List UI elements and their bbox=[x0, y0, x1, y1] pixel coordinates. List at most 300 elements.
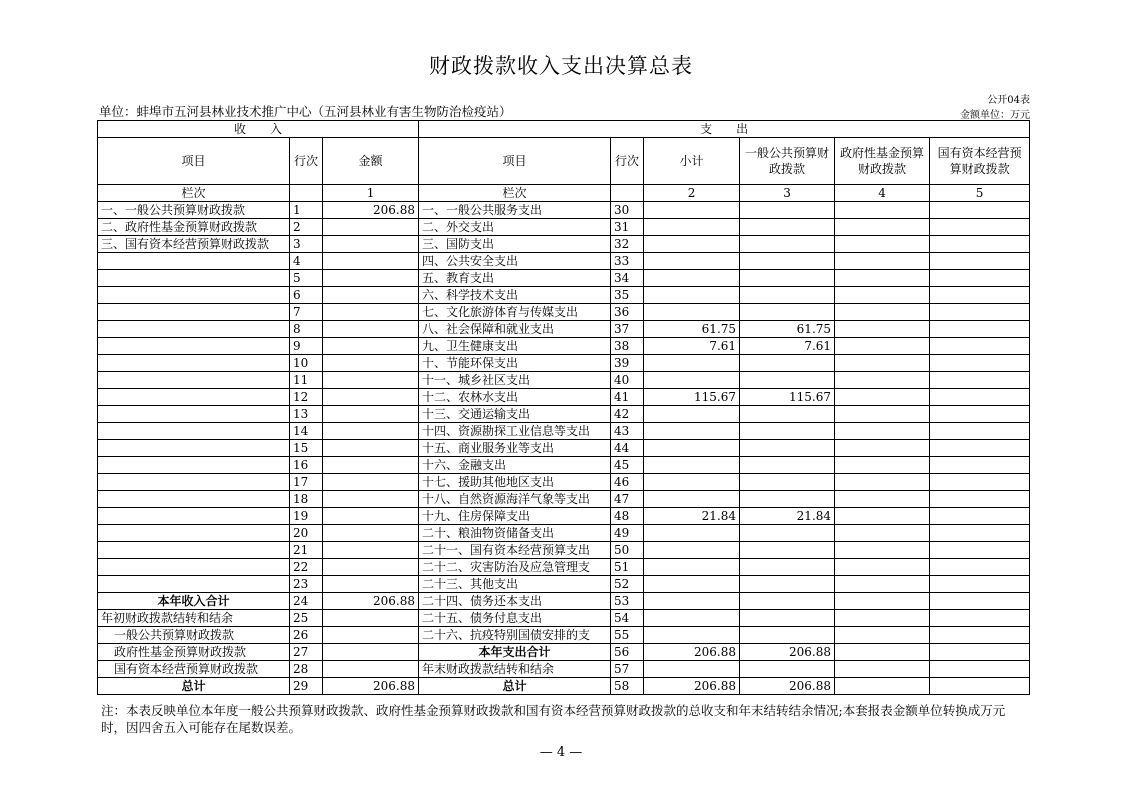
state-capital-cell bbox=[930, 236, 1030, 253]
state-capital-cell bbox=[930, 440, 1030, 457]
income-item-cell bbox=[98, 304, 290, 321]
subtotal-cell: 206.88 bbox=[644, 678, 740, 695]
income-item-cell bbox=[98, 338, 290, 355]
expense-rowno-cell: 40 bbox=[611, 372, 644, 389]
subtotal-cell bbox=[644, 593, 740, 610]
expense-item-cell: 九、卫生健康支出 bbox=[419, 338, 611, 355]
state-capital-cell bbox=[930, 678, 1030, 695]
income-rowno-cell: 10 bbox=[290, 355, 323, 372]
expense-item-cell: 十二、农林水支出 bbox=[419, 389, 611, 406]
col-index-5: 5 bbox=[930, 185, 1030, 202]
fund-budget-cell bbox=[835, 644, 930, 661]
expense-item-cell: 十七、援助其他地区支出 bbox=[419, 474, 611, 491]
income-amount-cell bbox=[323, 610, 419, 627]
general-budget-cell: 206.88 bbox=[740, 644, 835, 661]
expense-item-cell: 年末财政拨款结转和结余 bbox=[419, 661, 611, 678]
expense-rowno-cell: 30 bbox=[611, 202, 644, 219]
income-amount-cell bbox=[323, 644, 419, 661]
income-amount-cell bbox=[323, 627, 419, 644]
general-budget-cell bbox=[740, 610, 835, 627]
table-row bbox=[98, 304, 1030, 321]
expense-item-cell: 总计 bbox=[419, 678, 611, 695]
income-rowno-cell: 4 bbox=[290, 253, 323, 270]
fund-budget-cell bbox=[835, 525, 930, 542]
subtotal-cell bbox=[644, 576, 740, 593]
expense-item-cell: 十六、金融支出 bbox=[419, 457, 611, 474]
general-budget-cell bbox=[740, 661, 835, 678]
general-budget-cell bbox=[740, 440, 835, 457]
expense-rowno-cell: 36 bbox=[611, 304, 644, 321]
expense-item-cell: 十三、交通运输支出 bbox=[419, 406, 611, 423]
col-index-2: 2 bbox=[644, 185, 740, 202]
income-amount-cell bbox=[323, 542, 419, 559]
income-item-cell bbox=[98, 440, 290, 457]
subtotal-cell bbox=[644, 287, 740, 304]
expense-rowno-cell: 51 bbox=[611, 559, 644, 576]
general-budget-cell: 115.67 bbox=[740, 389, 835, 406]
fund-budget-cell bbox=[835, 287, 930, 304]
expense-rowno-cell: 52 bbox=[611, 576, 644, 593]
state-capital-cell bbox=[930, 253, 1030, 270]
table-row bbox=[98, 627, 1030, 644]
state-capital-cell bbox=[930, 304, 1030, 321]
income-item-cell bbox=[98, 474, 290, 491]
income-rowno-cell: 27 bbox=[290, 644, 323, 661]
column-label: 栏次 bbox=[98, 185, 290, 202]
income-rowno-cell: 11 bbox=[290, 372, 323, 389]
table-row bbox=[98, 440, 1030, 457]
income-rowno-cell: 24 bbox=[290, 593, 323, 610]
subtotal-cell bbox=[644, 474, 740, 491]
state-capital-cell bbox=[930, 338, 1030, 355]
general-budget-cell bbox=[740, 253, 835, 270]
expense-rowno-cell: 55 bbox=[611, 627, 644, 644]
general-budget-cell bbox=[740, 474, 835, 491]
expense-rowno-cell: 50 bbox=[611, 542, 644, 559]
income-item-cell bbox=[98, 321, 290, 338]
expense-rowno-cell: 35 bbox=[611, 287, 644, 304]
income-rowno-cell: 13 bbox=[290, 406, 323, 423]
expense-rowno-cell: 48 bbox=[611, 508, 644, 525]
expense-rowno-cell: 54 bbox=[611, 610, 644, 627]
general-budget-cell: 7.61 bbox=[740, 338, 835, 355]
table-row bbox=[98, 457, 1030, 474]
amount-unit: 金额单位：万元 bbox=[960, 110, 1030, 121]
unit-label: 单位：蚌埠市五河县林业技术推广中心（五河县林业有害生物防治检疫站） bbox=[99, 104, 512, 119]
table-row bbox=[98, 355, 1030, 372]
income-item-cell: 国有资本经营预算财政拨款 bbox=[98, 661, 290, 678]
expense-item-cell: 二十、粮油物资储备支出 bbox=[419, 525, 611, 542]
expense-item-cell: 十、节能环保支出 bbox=[419, 355, 611, 372]
income-amount-cell bbox=[323, 423, 419, 440]
fund-budget-cell bbox=[835, 661, 930, 678]
blank-cell bbox=[290, 185, 323, 202]
col-general-header: 一般公共预算财政拨款 bbox=[740, 138, 835, 185]
income-rowno-cell: 15 bbox=[290, 440, 323, 457]
expense-rowno-cell: 38 bbox=[611, 338, 644, 355]
expense-rowno-cell: 58 bbox=[611, 678, 644, 695]
col-item-header: 项目 bbox=[98, 138, 290, 185]
subtotal-cell: 7.61 bbox=[644, 338, 740, 355]
fund-budget-cell bbox=[835, 542, 930, 559]
subtotal-cell bbox=[644, 457, 740, 474]
expense-item-cell: 十八、自然资源海洋气象等支出 bbox=[419, 491, 611, 508]
state-capital-cell bbox=[930, 627, 1030, 644]
fund-budget-cell bbox=[835, 321, 930, 338]
subtotal-cell bbox=[644, 423, 740, 440]
income-amount-cell: 206.88 bbox=[323, 678, 419, 695]
subtotal-cell bbox=[644, 525, 740, 542]
income-item-cell: 三、国有资本经营预算财政拨款 bbox=[98, 236, 290, 253]
state-capital-cell bbox=[930, 219, 1030, 236]
state-capital-cell bbox=[930, 508, 1030, 525]
expense-rowno-cell: 42 bbox=[611, 406, 644, 423]
table-row bbox=[98, 593, 1030, 610]
expense-item-cell: 二十一、国有资本经营预算支出 bbox=[419, 542, 611, 559]
fund-budget-cell bbox=[835, 474, 930, 491]
income-item-cell bbox=[98, 423, 290, 440]
table-row bbox=[98, 253, 1030, 270]
fund-budget-cell bbox=[835, 508, 930, 525]
income-rowno-cell: 23 bbox=[290, 576, 323, 593]
state-capital-cell bbox=[930, 406, 1030, 423]
income-rowno-cell: 20 bbox=[290, 525, 323, 542]
income-rowno-cell: 8 bbox=[290, 321, 323, 338]
expense-item-cell: 二十六、抗疫特别国债安排的支 bbox=[419, 627, 611, 644]
income-amount-cell bbox=[323, 491, 419, 508]
subtotal-cell bbox=[644, 661, 740, 678]
income-item-cell bbox=[98, 389, 290, 406]
fund-budget-cell bbox=[835, 678, 930, 695]
expense-rowno-cell: 39 bbox=[611, 355, 644, 372]
table-row bbox=[98, 423, 1030, 440]
income-item-cell bbox=[98, 542, 290, 559]
table-row bbox=[98, 661, 1030, 678]
general-budget-cell bbox=[740, 219, 835, 236]
income-rowno-cell: 17 bbox=[290, 474, 323, 491]
general-budget-cell bbox=[740, 525, 835, 542]
expense-rowno-cell: 57 bbox=[611, 661, 644, 678]
expense-item-cell: 七、文化旅游体育与传媒支出 bbox=[419, 304, 611, 321]
col-index-3: 3 bbox=[740, 185, 835, 202]
income-item-cell bbox=[98, 559, 290, 576]
table-row bbox=[98, 644, 1030, 661]
blank-cell bbox=[611, 185, 644, 202]
income-rowno-cell: 5 bbox=[290, 270, 323, 287]
fund-budget-cell bbox=[835, 270, 930, 287]
income-rowno-cell: 21 bbox=[290, 542, 323, 559]
income-rowno-cell: 29 bbox=[290, 678, 323, 695]
general-budget-cell bbox=[740, 236, 835, 253]
expense-rowno-cell: 49 bbox=[611, 525, 644, 542]
expense-item-cell: 二十三、其他支出 bbox=[419, 576, 611, 593]
col-fund-header: 政府性基金预算财政拨款 bbox=[835, 138, 930, 185]
income-item-cell: 本年收入合计 bbox=[98, 593, 290, 610]
income-amount-cell bbox=[323, 304, 419, 321]
income-rowno-cell: 16 bbox=[290, 457, 323, 474]
table-row bbox=[98, 372, 1030, 389]
expense-item-cell: 十一、城乡社区支出 bbox=[419, 372, 611, 389]
table-row bbox=[98, 525, 1030, 542]
expense-header: 支 出 bbox=[419, 121, 1030, 138]
income-amount-cell bbox=[323, 576, 419, 593]
income-amount-cell bbox=[323, 559, 419, 576]
general-budget-cell bbox=[740, 627, 835, 644]
subtotal-cell bbox=[644, 270, 740, 287]
expense-rowno-cell: 53 bbox=[611, 593, 644, 610]
income-item-cell: 年初财政拨款结转和结余 bbox=[98, 610, 290, 627]
general-budget-cell bbox=[740, 202, 835, 219]
income-item-cell bbox=[98, 508, 290, 525]
income-rowno-cell: 3 bbox=[290, 236, 323, 253]
income-item-cell bbox=[98, 457, 290, 474]
subtotal-cell bbox=[644, 236, 740, 253]
fund-budget-cell bbox=[835, 559, 930, 576]
fund-budget-cell bbox=[835, 593, 930, 610]
general-budget-cell bbox=[740, 457, 835, 474]
income-item-cell bbox=[98, 576, 290, 593]
subtotal-cell bbox=[644, 440, 740, 457]
state-capital-cell bbox=[930, 576, 1030, 593]
expense-rowno-cell: 34 bbox=[611, 270, 644, 287]
income-rowno-cell: 25 bbox=[290, 610, 323, 627]
expense-item-cell: 五、教育支出 bbox=[419, 270, 611, 287]
subtotal-cell bbox=[644, 491, 740, 508]
general-budget-cell bbox=[740, 542, 835, 559]
income-amount-cell bbox=[323, 457, 419, 474]
subtotal-cell bbox=[644, 355, 740, 372]
state-capital-cell bbox=[930, 355, 1030, 372]
income-rowno-cell: 14 bbox=[290, 423, 323, 440]
table-row bbox=[98, 474, 1030, 491]
income-amount-cell bbox=[323, 287, 419, 304]
table-row bbox=[98, 610, 1030, 627]
state-capital-cell bbox=[930, 525, 1030, 542]
income-rowno-cell: 2 bbox=[290, 219, 323, 236]
general-budget-cell bbox=[740, 576, 835, 593]
income-amount-cell bbox=[323, 525, 419, 542]
table-row bbox=[98, 559, 1030, 576]
table-row bbox=[98, 270, 1030, 287]
income-amount-cell bbox=[323, 389, 419, 406]
income-rowno-cell: 12 bbox=[290, 389, 323, 406]
state-capital-cell bbox=[930, 593, 1030, 610]
expense-rowno-cell: 33 bbox=[611, 253, 644, 270]
column-label-2: 栏次 bbox=[419, 185, 611, 202]
fund-budget-cell bbox=[835, 304, 930, 321]
col-index-1: 1 bbox=[323, 185, 419, 202]
income-rowno-cell: 28 bbox=[290, 661, 323, 678]
state-capital-cell bbox=[930, 474, 1030, 491]
fund-budget-cell bbox=[835, 406, 930, 423]
income-rowno-cell: 7 bbox=[290, 304, 323, 321]
income-amount-cell bbox=[323, 270, 419, 287]
fund-budget-cell bbox=[835, 202, 930, 219]
state-capital-cell bbox=[930, 559, 1030, 576]
col-index-4: 4 bbox=[835, 185, 930, 202]
income-rowno-cell: 26 bbox=[290, 627, 323, 644]
general-budget-cell bbox=[740, 406, 835, 423]
general-budget-cell bbox=[740, 270, 835, 287]
table-row bbox=[98, 576, 1030, 593]
income-amount-cell bbox=[323, 338, 419, 355]
subtotal-cell bbox=[644, 627, 740, 644]
table-row bbox=[98, 219, 1030, 236]
subtotal-cell bbox=[644, 304, 740, 321]
fund-budget-cell bbox=[835, 576, 930, 593]
subtotal-cell: 21.84 bbox=[644, 508, 740, 525]
state-capital-cell bbox=[930, 457, 1030, 474]
general-budget-cell: 61.75 bbox=[740, 321, 835, 338]
page-number: — 4 — bbox=[539, 745, 583, 760]
subtotal-cell: 206.88 bbox=[644, 644, 740, 661]
general-budget-cell bbox=[740, 559, 835, 576]
fund-budget-cell bbox=[835, 423, 930, 440]
income-amount-cell bbox=[323, 474, 419, 491]
table-note: 注：本表反映单位本年度一般公共预算财政拨款、政府性基金预算财政拨款和国有资本经营预算财政拨款的总收支和年末结转结余情况;本套报表金额单位转换成万元时，因四舍五入可能存在尾数误差。 bbox=[101, 703, 1006, 735]
table-row bbox=[98, 287, 1030, 304]
income-amount-cell: 206.88 bbox=[323, 593, 419, 610]
income-item-cell bbox=[98, 525, 290, 542]
subtotal-cell bbox=[644, 559, 740, 576]
expense-rowno-cell: 46 bbox=[611, 474, 644, 491]
subtotal-cell: 115.67 bbox=[644, 389, 740, 406]
income-amount-cell bbox=[323, 508, 419, 525]
fund-budget-cell bbox=[835, 627, 930, 644]
income-rowno-cell: 22 bbox=[290, 559, 323, 576]
general-budget-cell bbox=[740, 491, 835, 508]
income-item-cell: 总计 bbox=[98, 678, 290, 695]
table-row bbox=[98, 389, 1030, 406]
income-rowno-cell: 18 bbox=[290, 491, 323, 508]
state-capital-cell bbox=[930, 491, 1030, 508]
col-subtotal-header: 小计 bbox=[644, 138, 740, 185]
expense-item-cell: 一、一般公共服务支出 bbox=[419, 202, 611, 219]
expense-rowno-cell: 47 bbox=[611, 491, 644, 508]
income-amount-cell bbox=[323, 406, 419, 423]
state-capital-cell bbox=[930, 610, 1030, 627]
state-capital-cell bbox=[930, 423, 1030, 440]
income-item-cell: 一般公共预算财政拨款 bbox=[98, 627, 290, 644]
expense-item-cell: 十九、住房保障支出 bbox=[419, 508, 611, 525]
state-capital-cell bbox=[930, 372, 1030, 389]
table-row bbox=[98, 508, 1030, 525]
expense-item-cell: 二十五、债务付息支出 bbox=[419, 610, 611, 627]
income-amount-cell: 206.88 bbox=[323, 202, 419, 219]
income-item-cell: 二、政府性基金预算财政拨款 bbox=[98, 219, 290, 236]
general-budget-cell: 206.88 bbox=[740, 678, 835, 695]
expense-rowno-cell: 41 bbox=[611, 389, 644, 406]
table-row bbox=[98, 542, 1030, 559]
col-rowno-header: 行次 bbox=[290, 138, 323, 185]
expense-rowno-cell: 43 bbox=[611, 423, 644, 440]
subtotal-cell bbox=[644, 372, 740, 389]
income-item-cell bbox=[98, 491, 290, 508]
fund-budget-cell bbox=[835, 389, 930, 406]
state-capital-cell bbox=[930, 542, 1030, 559]
income-amount-cell bbox=[323, 372, 419, 389]
state-capital-cell bbox=[930, 389, 1030, 406]
income-rowno-cell: 1 bbox=[290, 202, 323, 219]
state-capital-cell bbox=[930, 661, 1030, 678]
income-amount-cell bbox=[323, 236, 419, 253]
general-budget-cell bbox=[740, 423, 835, 440]
income-amount-cell bbox=[323, 661, 419, 678]
fund-budget-cell bbox=[835, 253, 930, 270]
state-capital-cell bbox=[930, 644, 1030, 661]
subtotal-cell bbox=[644, 219, 740, 236]
expense-rowno-cell: 31 bbox=[611, 219, 644, 236]
income-amount-cell bbox=[323, 321, 419, 338]
subtotal-cell bbox=[644, 202, 740, 219]
fund-budget-cell bbox=[835, 338, 930, 355]
table-row bbox=[98, 236, 1030, 253]
income-amount-cell bbox=[323, 440, 419, 457]
general-budget-cell bbox=[740, 355, 835, 372]
income-item-cell bbox=[98, 355, 290, 372]
general-budget-cell bbox=[740, 304, 835, 321]
expense-item-cell: 十四、资源勘探工业信息等支出 bbox=[419, 423, 611, 440]
income-amount-cell bbox=[323, 253, 419, 270]
expense-rowno-cell: 56 bbox=[611, 644, 644, 661]
general-budget-cell bbox=[740, 372, 835, 389]
general-budget-cell bbox=[740, 593, 835, 610]
subtotal-cell bbox=[644, 253, 740, 270]
fund-budget-cell bbox=[835, 491, 930, 508]
fund-budget-cell bbox=[835, 372, 930, 389]
expense-item-cell: 十五、商业服务业等支出 bbox=[419, 440, 611, 457]
income-rowno-cell: 9 bbox=[290, 338, 323, 355]
table-row bbox=[98, 202, 1030, 219]
form-number: 公开04表 bbox=[987, 95, 1030, 106]
income-item-cell bbox=[98, 372, 290, 389]
subtotal-cell bbox=[644, 610, 740, 627]
col-state-capital-header: 国有资本经营预算财政拨款 bbox=[930, 138, 1030, 185]
expense-rowno-cell: 45 bbox=[611, 457, 644, 474]
general-budget-cell bbox=[740, 287, 835, 304]
fund-budget-cell bbox=[835, 610, 930, 627]
expense-item-cell: 二、外交支出 bbox=[419, 219, 611, 236]
col-amount-header: 金额 bbox=[323, 138, 419, 185]
expense-rowno-cell: 37 bbox=[611, 321, 644, 338]
state-capital-cell bbox=[930, 202, 1030, 219]
expense-item-cell: 二十二、灾害防治及应急管理支 bbox=[419, 559, 611, 576]
table-row bbox=[98, 338, 1030, 355]
expense-item-cell: 本年支出合计 bbox=[419, 644, 611, 661]
table-row bbox=[98, 678, 1030, 695]
income-rowno-cell: 6 bbox=[290, 287, 323, 304]
expense-item-cell: 四、公共安全支出 bbox=[419, 253, 611, 270]
fund-budget-cell bbox=[835, 355, 930, 372]
fund-budget-cell bbox=[835, 219, 930, 236]
income-item-cell bbox=[98, 253, 290, 270]
expense-rowno-cell: 44 bbox=[611, 440, 644, 457]
expense-item-cell: 六、科学技术支出 bbox=[419, 287, 611, 304]
table-row bbox=[98, 321, 1030, 338]
income-amount-cell bbox=[323, 355, 419, 372]
income-header: 收 入 bbox=[98, 121, 419, 138]
expense-rowno-cell: 32 bbox=[611, 236, 644, 253]
col-rowno2-header: 行次 bbox=[611, 138, 644, 185]
budget-summary-table bbox=[97, 120, 1030, 695]
state-capital-cell bbox=[930, 287, 1030, 304]
state-capital-cell bbox=[930, 321, 1030, 338]
fund-budget-cell bbox=[835, 440, 930, 457]
income-item-cell bbox=[98, 287, 290, 304]
expense-item-cell: 八、社会保障和就业支出 bbox=[419, 321, 611, 338]
report-title: 财政拨款收入支出决算总表 bbox=[429, 54, 693, 78]
income-rowno-cell: 19 bbox=[290, 508, 323, 525]
